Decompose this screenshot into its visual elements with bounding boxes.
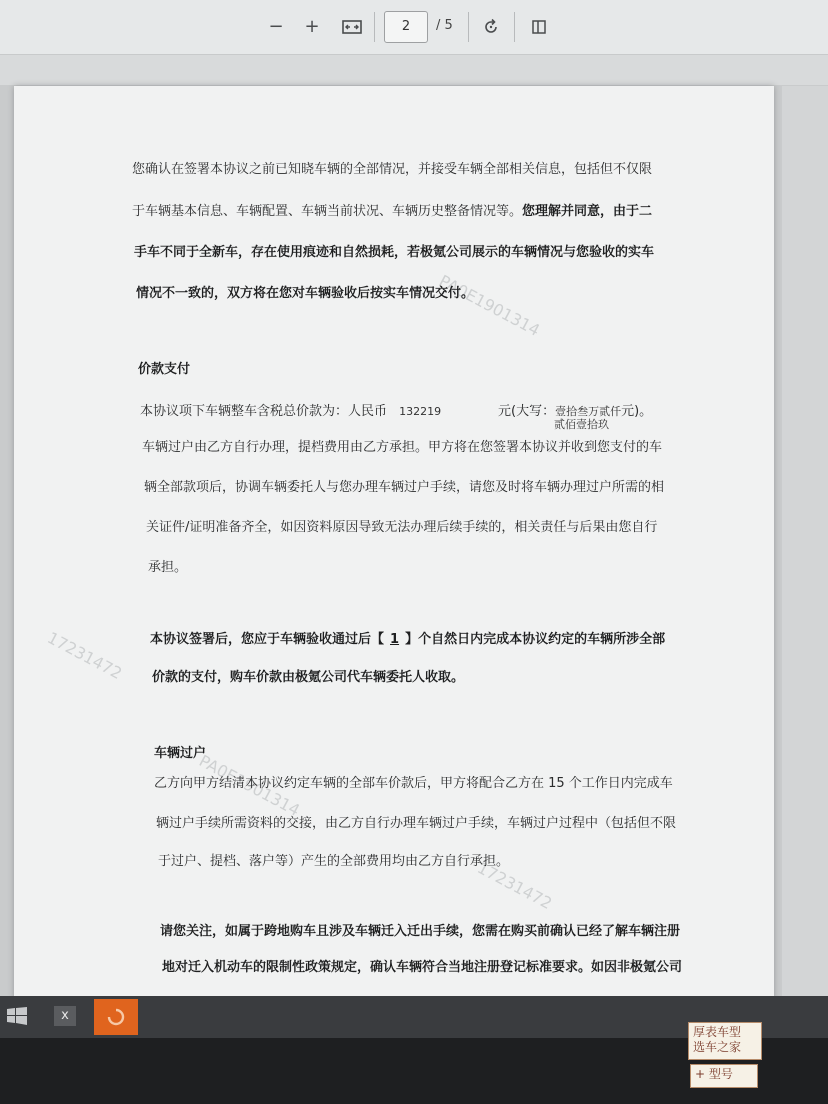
transfer-fee-line: 关证件/证明准备齐全，如因资料原因导致无法办理后续手续的，相关责任与后果由您自行 bbox=[146, 520, 658, 535]
transfer-fee-line: 辆全部款项后，协调车辆委托人与您办理车辆过户手续，请您及时将车辆办理过户所需的相 bbox=[144, 480, 665, 495]
transfer-heading: 车辆过户 bbox=[154, 746, 207, 761]
intro-bold-line: 手车不同于全新车，存在使用痕迹和自然损耗，若极氪公司展示的车辆情况与您验收的实车 bbox=[134, 245, 655, 260]
zoom-out-button[interactable]: − bbox=[268, 16, 284, 37]
excel-label: x bbox=[54, 1006, 76, 1026]
transfer-fee-line: 车辆过户由乙方自行办理，提档费用由乙方承担。甲方将在您签署本协议并收到您支付的车 bbox=[142, 440, 663, 455]
transfer-line: 辆过户手续所需资料的交接，由乙方自行办理车辆过户手续，车辆过户过程中（包括但不限 bbox=[156, 816, 677, 831]
pdf-toolbar bbox=[0, 0, 828, 55]
price-suffix-b: 元)。 bbox=[621, 404, 653, 419]
fit-page-icon-svg bbox=[342, 20, 362, 34]
sticky-note: + 型号 bbox=[690, 1064, 758, 1088]
price-suffix-a: 元(大写： bbox=[498, 404, 556, 419]
document-page bbox=[14, 86, 774, 1000]
page-view-icon[interactable] bbox=[528, 14, 550, 40]
toolbar-divider bbox=[374, 12, 375, 42]
notice-line: 地对迁入机动车的限制性政策规定，确认车辆符合当地注册登记标准要求。如因非极氪公司 bbox=[162, 960, 683, 975]
intro-bold-line: 情况不一致的，双方将在您对车辆验收后按实车情况交付。 bbox=[136, 286, 475, 301]
payment-heading: 价款支付 bbox=[138, 362, 191, 377]
transfer-line: 乙方向甲方结清本协议约定车辆的全部车价款后，甲方将配合乙方在 15 个工作日内完成车 bbox=[154, 776, 673, 791]
deadline-suffix: 】个自然日内完成本协议约定的车辆所涉全部 bbox=[405, 632, 666, 647]
rotate-icon-svg bbox=[482, 18, 500, 36]
watermark: 17231472 bbox=[474, 857, 556, 914]
deadline-prefix: 本协议签署后，您应于车辆验收通过后【 bbox=[150, 632, 385, 647]
page-view-icon-svg bbox=[531, 19, 547, 35]
watermark: PA0E1901314 bbox=[196, 751, 304, 820]
toolbar-divider bbox=[514, 12, 515, 42]
intro-line: 您确认在签署本协议之前已知晓车辆的全部情况，并接受车辆全部相关信息，包括但不仅限 bbox=[132, 162, 653, 177]
start-icon[interactable] bbox=[6, 1002, 36, 1030]
notice-line: 请您关注，如属于跨地购车且涉及车辆迁入迁出手续，您需在购买前确认已经了解车辆注册 bbox=[160, 924, 681, 939]
intro-line bbox=[132, 200, 652, 219]
deadline-days: 1 bbox=[390, 632, 400, 647]
page-number-input[interactable]: 2 bbox=[384, 11, 428, 43]
fit-page-icon[interactable] bbox=[340, 14, 364, 40]
watermark: PA0E1901314 bbox=[436, 271, 544, 340]
price-words-2: 贰佰壹拾玖 bbox=[554, 418, 609, 431]
sticky-note bbox=[688, 1022, 762, 1060]
excel-task-icon[interactable] bbox=[54, 1002, 84, 1030]
toolbar-divider bbox=[468, 12, 469, 42]
watermark: 17231472 bbox=[44, 627, 126, 684]
price-prefix: 本协议项下车辆整车含税总价款为：人民币 bbox=[140, 404, 388, 419]
price-line bbox=[140, 400, 441, 419]
start-icon-svg bbox=[6, 1006, 28, 1026]
active-app-task-icon[interactable] bbox=[94, 999, 138, 1035]
app-swirl-icon bbox=[106, 1007, 126, 1027]
sticky-note-line: 厚表车型 bbox=[693, 1025, 742, 1039]
sticky-note-line: 选车之家 bbox=[693, 1040, 742, 1054]
price-words-1: 壹拾叁万贰仟 bbox=[555, 405, 622, 418]
rotate-icon[interactable] bbox=[480, 14, 502, 40]
page-total: / 5 bbox=[436, 18, 453, 33]
transfer-fee-line: 承担。 bbox=[148, 560, 188, 575]
deadline-line: 价款的支付，购车价款由极氪公司代车辆委托人收取。 bbox=[152, 670, 465, 685]
zoom-in-button[interactable]: + bbox=[304, 16, 320, 37]
price-value: 132219 bbox=[399, 405, 442, 418]
intro-line-text: 于车辆基本信息、车辆配置、车辆当前状况、车辆历史整备情况等。 bbox=[132, 204, 523, 219]
deadline-line bbox=[150, 628, 665, 647]
toolbar-shadow-bar bbox=[0, 55, 828, 85]
scroll-area[interactable] bbox=[782, 86, 828, 1000]
intro-bold-text: 您理解并同意，由于二 bbox=[522, 204, 653, 219]
transfer-line: 于过户、提档、落户等）产生的全部费用均由乙方自行承担。 bbox=[158, 854, 510, 869]
